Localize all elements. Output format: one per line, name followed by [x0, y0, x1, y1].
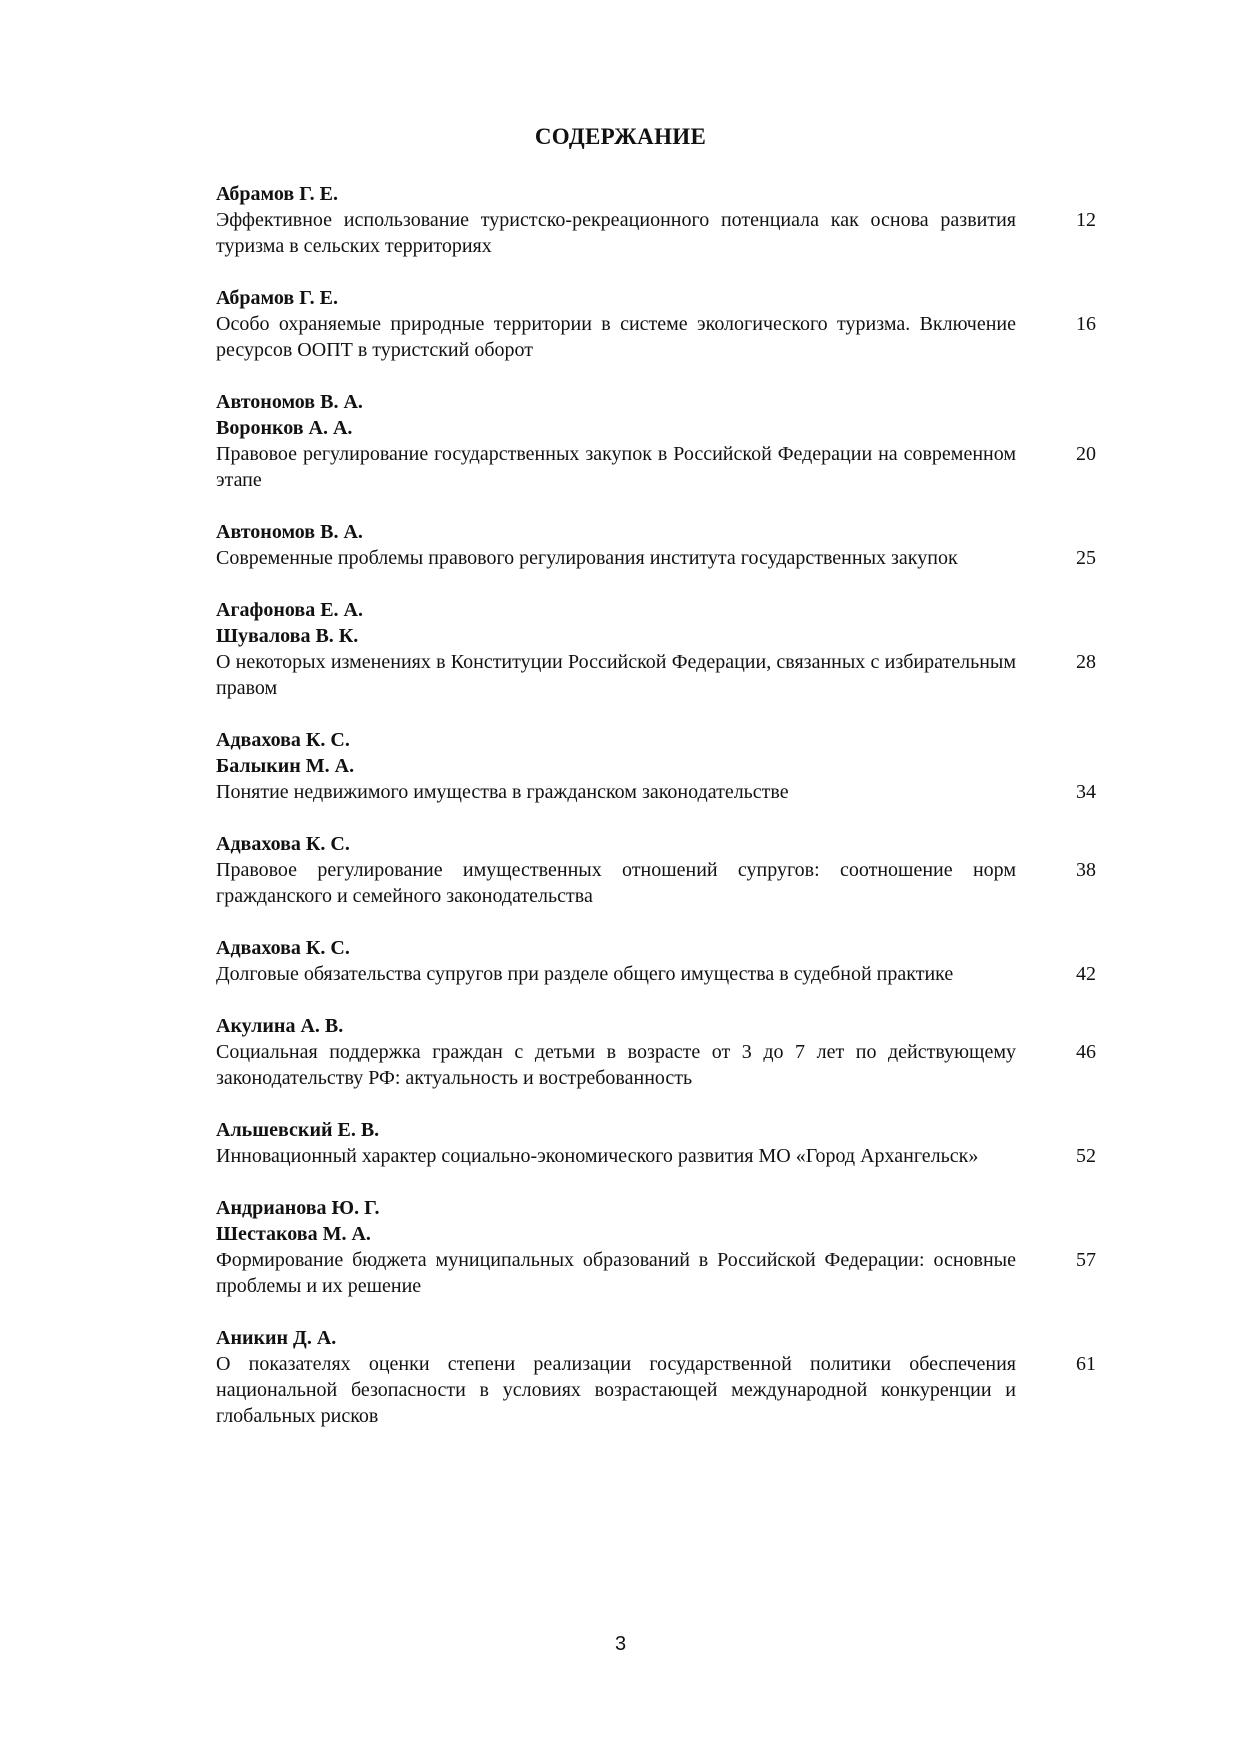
toc-entry[interactable]	[216, 1195, 1096, 1299]
toc-entry-page: 16	[1076, 313, 1096, 335]
toc-entry-author: Аникин Д. А.	[216, 1327, 337, 1349]
toc-entry-body	[216, 597, 1016, 701]
toc-entry-title: Особо охраняемые природные территории в системе экологического туризма. Включение ресурсов ООПТ в туристский оборот	[216, 313, 1016, 361]
toc-entry-author: Шувалова В. К.	[216, 625, 359, 647]
toc-entry-page: 42	[1076, 963, 1096, 985]
toc-entry-page: 12	[1076, 209, 1096, 231]
toc-entry-title: Социальная поддержка граждан с детьми в возрасте от 3 до 7 лет по действующему законодательству РФ: актуальность и востребованность	[216, 1041, 1016, 1089]
toc-entry-author: Адвахова К. С.	[216, 729, 350, 751]
toc-entry[interactable]	[216, 1117, 1096, 1169]
toc-entry-author: Адвахова К. С.	[216, 833, 350, 855]
toc-entry-body	[216, 389, 1016, 493]
toc-entry-body	[216, 727, 1016, 805]
page-title: СОДЕРЖАНИЕ	[534, 124, 707, 149]
toc-entry-title: Понятие недвижимого имущества в гражданском законодательстве	[216, 781, 789, 803]
toc-entry-title: Долговые обязательства супругов при разделе общего имущества в судебной практике	[216, 963, 954, 985]
toc-entry-page: 28	[1076, 651, 1096, 673]
table-of-contents	[216, 181, 1096, 1455]
toc-entry[interactable]	[216, 935, 1096, 987]
toc-entry-author: Адвахова К. С.	[216, 937, 350, 959]
toc-entry[interactable]	[216, 1325, 1096, 1429]
toc-entry-author: Шестакова М. А.	[216, 1223, 371, 1245]
toc-entry-body	[216, 181, 1016, 259]
toc-entry-title: О показателях оценки степени реализации государственной политики обеспечения национальной безопасности в условиях возрастающей международной конкуренции и глобальных рисков	[216, 1353, 1016, 1427]
toc-entry-author: Агафонова Е. А.	[216, 599, 363, 621]
toc-entry-body	[216, 831, 1016, 909]
toc-entry-title: Правовое регулирование государственных закупок в Российской Федерации на современном этапе	[216, 443, 1016, 491]
toc-entry-author: Абрамов Г. Е.	[216, 287, 339, 309]
toc-entry-page: 46	[1076, 1041, 1096, 1063]
toc-entry[interactable]	[216, 831, 1096, 909]
toc-entry-body	[216, 1195, 1016, 1299]
toc-entry[interactable]	[216, 597, 1096, 701]
toc-entry-title: О некоторых изменениях в Конституции Российской Федерации, связанных с избирательным правом	[216, 651, 1016, 699]
toc-entry-author: Абрамов Г. Е.	[216, 183, 339, 205]
toc-entry-author: Андрианова Ю. Г.	[216, 1197, 380, 1219]
toc-entry-page: 61	[1076, 1353, 1096, 1375]
toc-entry-body	[216, 1325, 1016, 1429]
toc-entry-body	[216, 1013, 1016, 1091]
toc-entry-author: Акулина А. В.	[216, 1015, 344, 1037]
toc-entry[interactable]	[216, 1013, 1096, 1091]
toc-entry-body	[216, 1117, 1016, 1169]
toc-entry[interactable]	[216, 285, 1096, 363]
toc-entry[interactable]	[216, 519, 1096, 571]
toc-entry-title: Современные проблемы правового регулирования института государственных закупок	[216, 547, 958, 569]
toc-entry[interactable]	[216, 389, 1096, 493]
toc-entry-title: Правовое регулирование имущественных отношений супругов: соотношение норм гражданского и семейного законодательства	[216, 859, 1016, 907]
toc-entry-author: Балыкин М. А.	[216, 755, 355, 777]
toc-entry[interactable]	[216, 181, 1096, 259]
toc-entry-body	[216, 285, 1016, 363]
toc-entry-page: 38	[1076, 859, 1096, 881]
toc-entry-body	[216, 519, 1016, 571]
toc-entry-author: Автономов В. А.	[216, 391, 363, 413]
toc-entry-author: Альшевский Е. В.	[216, 1119, 380, 1141]
toc-entry-page: 20	[1076, 443, 1096, 465]
toc-entry-title: Формирование бюджета муниципальных образований в Российской Федерации: основные проблемы и их решение	[216, 1249, 1016, 1297]
toc-entry-page: 57	[1076, 1249, 1096, 1271]
toc-entry-author: Воронков А. А.	[216, 417, 353, 439]
toc-entry[interactable]	[216, 727, 1096, 805]
toc-entry-title: Эффективное использование туристско-рекреационного потенциала как основа развития туризма в сельских территориях	[216, 209, 1016, 257]
page-number: 3	[614, 1633, 627, 1655]
toc-entry-title: Инновационный характер социально-экономического развития МО «Город Архангельск»	[216, 1145, 979, 1167]
toc-entry-page: 25	[1076, 547, 1096, 569]
toc-entry-author: Автономов В. А.	[216, 521, 363, 543]
toc-entry-page: 34	[1076, 781, 1096, 803]
toc-entry-page: 52	[1076, 1145, 1096, 1167]
toc-entry-body	[216, 935, 1016, 987]
